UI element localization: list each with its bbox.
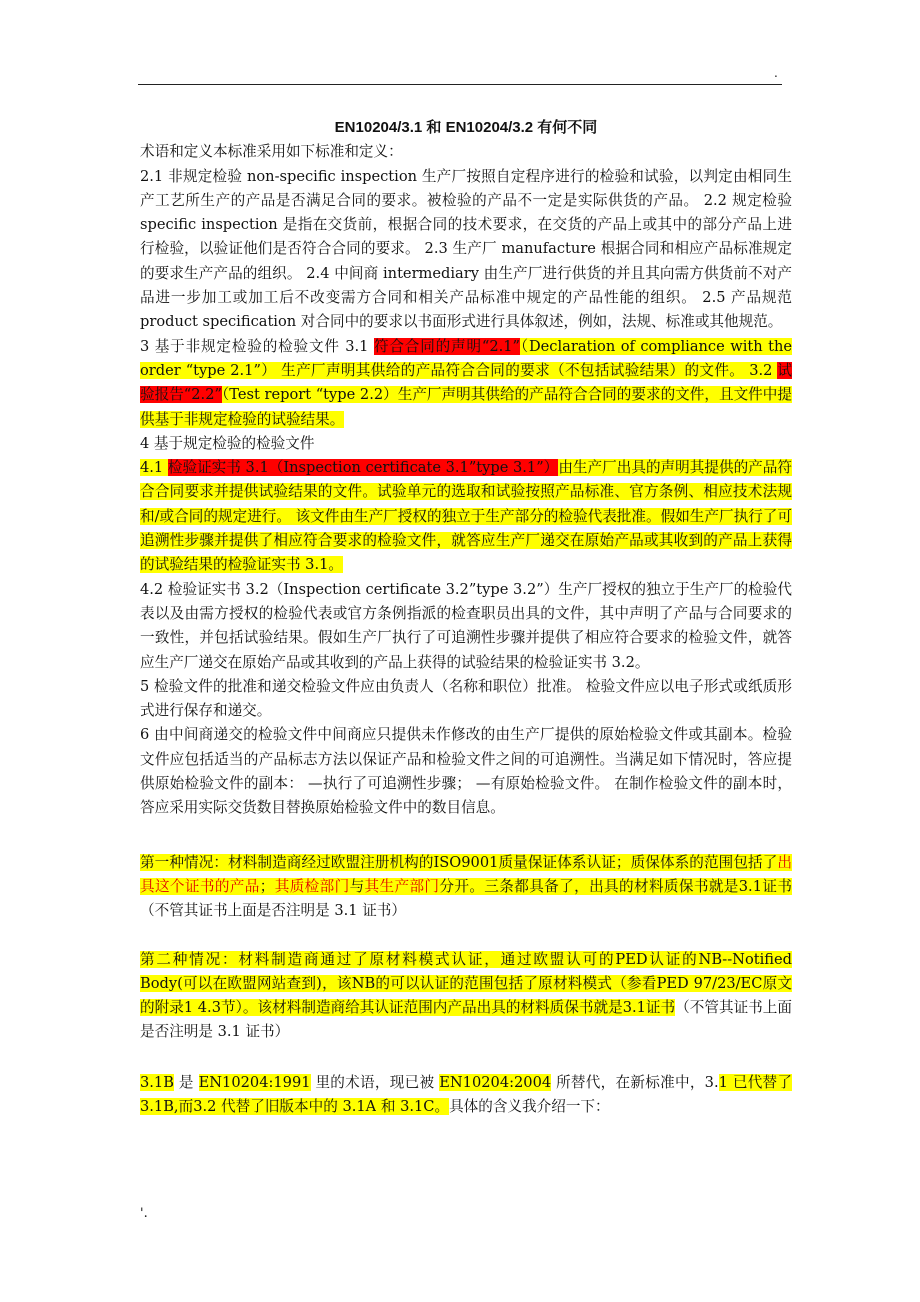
yellow-highlight: 分开。三条都具备了，出具的材料质保书就是 bbox=[439, 877, 739, 895]
yellow-highlight: （Test report “type 2.2）生产厂声明其供给的产品符合合同的要求的文件，且文件中提供基于非规定检验的试验结果。 bbox=[140, 386, 792, 428]
yellow-highlight: 。 bbox=[434, 1097, 450, 1115]
plain-text: 是 bbox=[173, 1073, 199, 1091]
yellow-highlight: 3.1 bbox=[738, 877, 762, 895]
plain-text: （不管其证书上面是否注明是 3.1 证书） bbox=[140, 999, 792, 1041]
yellow-highlight: PED 97/23/EC bbox=[656, 974, 763, 992]
red-text-highlight: 其质检部门 bbox=[274, 877, 350, 895]
yellow-highlight: NB--Notified Body(可以在欧盟网站查到) bbox=[140, 950, 792, 992]
yellow-highlight: 由生产厂出具的声明其提供的产品符合合同要求并提供试验结果的文件。试验单元的选取和试验按照产品标准、官方条例、相应技术法规和/或合同的规定进行。 该文件由生产厂授权的独立于生产部分的检验代表批准。假如生产厂执行了可追溯性步骤并提供了相应符合要求的检验文件，就答应生产厂递交在原始产品或其收到的产品上获得的试验结果的检验证实书 3.1。 bbox=[140, 459, 792, 574]
yellow-highlight: PED bbox=[615, 950, 648, 968]
yellow-highlight: 3.2 bbox=[193, 1097, 217, 1115]
yellow-highlight: 代替了旧版本中的 bbox=[216, 1097, 343, 1115]
red-highlight: 检验证实书 3.1（Inspection certificate 3.1”type 3.1”） bbox=[167, 459, 559, 477]
header-mark: . bbox=[774, 66, 778, 80]
yellow-highlight: 第二种情况：材料制造商通过了原材料模式认证，通过欧盟认可的 bbox=[140, 950, 616, 968]
spacer bbox=[140, 924, 792, 948]
yellow-highlight: 3.1C bbox=[400, 1097, 435, 1115]
yellow-highlight: EN10204:1991 bbox=[198, 1073, 311, 1091]
yellow-highlight: 1 bbox=[718, 1073, 728, 1091]
section-6: 6 由中间商递交的检验文件中间商应只提供未作修改的由生产厂提供的原始检验文件或其副本。检验文件应包括适当的产品标志方法以保证产品和检验文件之间的可追溯性。当满足如下情况时，答应提供原始检验文件的副本： —执行了可追溯性步骤； —有原始检验文件。 在制作检验文件的副本时，答应采用实际交货数目替换原始检验文件中的数目信息。 bbox=[140, 726, 792, 817]
document-title: EN10204/3.1 和 EN10204/3.2 有何不同 bbox=[334, 119, 598, 136]
yellow-highlight: 原文的附录 bbox=[140, 974, 792, 1017]
yellow-highlight: NB bbox=[351, 974, 376, 992]
footer-mark: '. bbox=[140, 1206, 148, 1221]
section-3 bbox=[140, 335, 792, 432]
red-text-highlight: 其生产部门 bbox=[364, 877, 440, 895]
yellow-highlight: 认证的 bbox=[647, 950, 699, 968]
section-5: 5 检验文件的批准和递交检验文件应由负责人（名称和职位）批准。 检验文件应以电子形式或纸质形式进行保存和递交。 bbox=[140, 677, 792, 720]
definitions-paragraph: 2.1 非规定检验 non-specific inspection 生产厂按照自定程序进行的检验和试验，以判定由相同生产工艺所生产的产品是否满足合同的要求。被检验的产品不一定是实际供货的产品。 2.2 规定检验 specific inspection 是指在交货前，根据合同的技术要求，在交货的产品上或其中的部分产品上进行检验，以验证他们是否符合合同的要求。 2.3 生产厂 manufacture 根据合同和相应产品标准规定的要求生产产品的组织。 2.4 中间商 intermediary 由生产厂进行供货的并且其向需方供货前不对产品进一步加工或加工后不改变需方合同和相关产品标准中规定的产品性能的组织。 2.5 产品规范 product specification 对合同中的要求以书面形式进行具体叙述，例如，法规、标准或其他规范。 bbox=[140, 167, 792, 331]
yellow-highlight: 3.1B, bbox=[140, 1097, 179, 1115]
yellow-highlight: 证书 bbox=[645, 999, 676, 1017]
yellow-highlight: （Declaration of compliance with the order “type 2.1”） 生产厂声明其供给的产品符合合同的要求（不包括试验结果）的文件。 3.2 bbox=[140, 337, 792, 379]
red-highlight: 符合合同的声明“2.1” bbox=[373, 337, 521, 355]
yellow-highlight: 3.1A bbox=[342, 1097, 377, 1115]
section-4-2: 4.2 检验证实书 3.2（Inspection certificate 3.2”type 3.2”）生产厂授权的独立于生产厂的检验代表以及由需方授权的检验代表或官方条例指派的检查职员出具的文件，其中声明了产品与合同要求的一致性，并包括试验结果。假如生产厂执行了可追溯性步骤并提供了相应符合要求的检验文件，就答应生产厂递交在原始产品或其收到的产品上获得的试验结果的检验证实书 3.2。 bbox=[140, 580, 792, 671]
yellow-highlight: ； bbox=[259, 877, 275, 895]
case-2-paragraph bbox=[140, 948, 792, 1045]
spacer bbox=[140, 821, 792, 851]
yellow-highlight: 3.1 bbox=[622, 999, 646, 1017]
red-highlight: 试验报告“2.2” bbox=[140, 361, 792, 404]
closing-paragraph bbox=[140, 1071, 792, 1120]
yellow-highlight: 与 bbox=[349, 877, 365, 895]
yellow-highlight: ，该 bbox=[321, 974, 352, 992]
yellow-highlight: 节）。该材料制造商给其认证范围内产品出具的材料质保书就是 bbox=[220, 999, 623, 1017]
section-4-heading: 4 基于规定检验的检验文件 bbox=[140, 434, 315, 452]
plain-text: （不管其证书上面是否注明是 3.1 证书） bbox=[140, 902, 406, 920]
yellow-highlight: EN10204:2004 bbox=[439, 1073, 552, 1091]
section-4-1 bbox=[140, 456, 792, 577]
yellow-highlight: 证书 bbox=[761, 877, 792, 895]
section-4-1-lead: 4.1 bbox=[140, 459, 168, 477]
yellow-highlight: 3.1B bbox=[140, 1073, 174, 1091]
spacer bbox=[140, 1045, 792, 1071]
plain-text: 具体的含义我介绍一下： bbox=[449, 1097, 610, 1115]
yellow-highlight: 第一种情况：材料制造商经过欧盟注册机构的 bbox=[140, 853, 434, 871]
section-3-lead: 3 基于非规定检验的检验文件 3.1 bbox=[140, 337, 374, 355]
yellow-highlight: 已代替了 bbox=[727, 1073, 793, 1091]
document-body bbox=[140, 116, 792, 1119]
yellow-highlight: 1 4.3 bbox=[183, 999, 221, 1017]
plain-text: 里的术语，现已被 bbox=[310, 1073, 440, 1091]
header-rule bbox=[138, 84, 782, 85]
red-text-highlight: 出具这个证书的产品 bbox=[140, 853, 792, 895]
case-1-paragraph bbox=[140, 851, 792, 924]
intro-line: 术语和定义本标准采用如下标准和定义： bbox=[140, 143, 403, 161]
plain-text: 所替代，在新标准中，3. bbox=[551, 1073, 719, 1091]
yellow-highlight: ISO9001 bbox=[433, 853, 499, 871]
yellow-highlight: 质量保证体系认证；质保体系的范围包括了 bbox=[498, 853, 778, 871]
yellow-highlight: 和 bbox=[376, 1097, 401, 1115]
yellow-highlight: 的可以认证的范围包括了原材料模式（参看 bbox=[375, 974, 657, 992]
yellow-highlight: 而 bbox=[178, 1097, 194, 1115]
